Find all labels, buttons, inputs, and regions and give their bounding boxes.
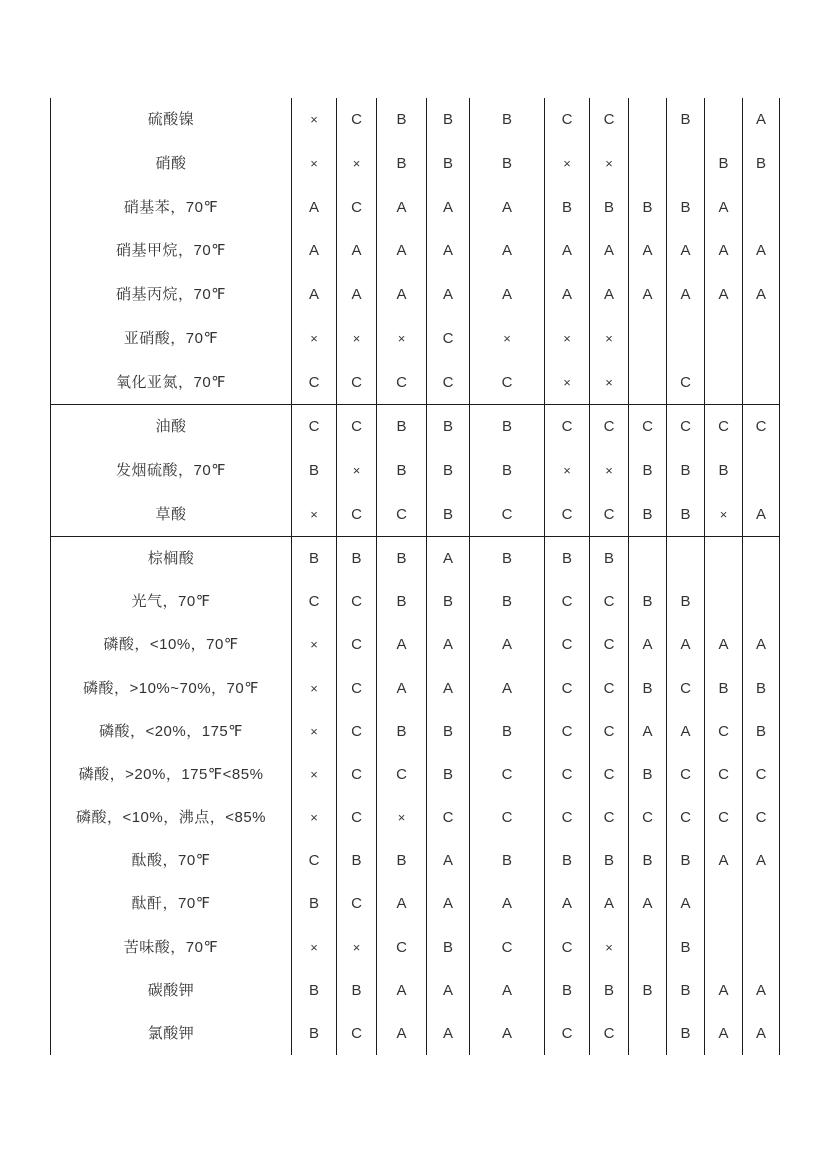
compat-rating-cell [705,98,743,142]
compat-rating-cell: B [590,839,629,882]
compat-rating-cell: C [337,360,377,404]
compat-rating-cell [743,449,780,493]
compat-rating-cell: A [545,273,590,317]
table-row [50,926,780,969]
chemical-name: 草酸 [50,492,292,536]
compat-rating-cell: A [667,623,705,666]
compat-rating-cell: A [590,273,629,317]
compat-rating-cell: B [629,753,667,796]
compat-rating-cell [705,537,743,580]
table-row [50,98,780,142]
compat-rating-cell: B [743,710,780,753]
compat-rating-cell: B [292,969,337,1012]
compat-rating-cell: A [377,229,427,273]
table-section-3 [50,536,780,1055]
compat-rating-cell: × [337,449,377,493]
compat-rating-cell [629,926,667,969]
compat-rating-cell: A [629,710,667,753]
table-row [50,753,780,796]
compat-rating-cell: A [470,969,545,1012]
compat-rating-cell: C [667,667,705,710]
chemical-name: 磷酸，>10%~70%，70℉ [50,667,292,710]
compat-rating-cell: C [337,796,377,839]
compat-rating-cell: B [470,449,545,493]
compat-rating-cell: A [427,185,470,229]
compat-rating-cell: C [545,753,590,796]
compat-rating-cell: B [590,537,629,580]
compat-rating-cell [629,360,667,404]
compat-rating-cell: C [337,405,377,449]
compat-rating-cell: B [427,449,470,493]
compat-rating-cell: C [427,360,470,404]
compat-rating-cell: B [629,839,667,882]
compat-rating-cell: C [705,796,743,839]
compat-rating-cell: B [705,142,743,186]
table-row [50,449,780,493]
compat-rating-cell: B [667,839,705,882]
compat-rating-cell: C [705,710,743,753]
compat-rating-cell: B [427,926,470,969]
compat-rating-cell: × [292,667,337,710]
compat-rating-cell: B [377,449,427,493]
table-section-2 [50,404,780,536]
compat-rating-cell: C [292,839,337,882]
compat-rating-cell: B [545,185,590,229]
compat-rating-cell: C [590,580,629,623]
compat-rating-cell [743,537,780,580]
table-row [50,839,780,882]
chemical-name: 硫酸镍 [50,98,292,142]
compat-rating-cell: B [377,710,427,753]
chemical-name: 光气，70℉ [50,580,292,623]
compat-rating-cell: B [590,969,629,1012]
compat-rating-cell [705,926,743,969]
compat-rating-cell: A [743,1012,780,1055]
compat-rating-cell: × [292,142,337,186]
compat-rating-cell: A [427,839,470,882]
compat-rating-cell: A [377,667,427,710]
compat-rating-cell: A [705,839,743,882]
compat-rating-cell: B [629,580,667,623]
compat-rating-cell: C [545,98,590,142]
compat-rating-cell: C [337,98,377,142]
compat-rating-cell: B [427,142,470,186]
compat-rating-cell: × [337,142,377,186]
compat-rating-cell: × [705,492,743,536]
compat-rating-cell [743,360,780,404]
compat-rating-cell: C [590,98,629,142]
compat-rating-cell: B [629,492,667,536]
compat-rating-cell: B [427,580,470,623]
compat-rating-cell: A [470,1012,545,1055]
compat-rating-cell: × [292,492,337,536]
compat-rating-cell: × [292,710,337,753]
compat-rating-cell: B [629,969,667,1012]
compat-rating-cell: A [629,229,667,273]
compat-rating-cell: C [667,360,705,404]
chemical-name: 发烟硫酸，70℉ [50,449,292,493]
compat-rating-cell: C [545,405,590,449]
compat-rating-cell: × [545,449,590,493]
compat-rating-cell: B [470,537,545,580]
compat-rating-cell: A [377,185,427,229]
compat-rating-cell: B [667,492,705,536]
compat-rating-cell: × [292,623,337,666]
compat-rating-cell: B [545,969,590,1012]
compat-rating-cell [743,882,780,925]
compat-rating-cell: C [427,317,470,361]
compat-rating-cell: B [705,667,743,710]
compat-rating-cell: C [470,796,545,839]
compat-rating-cell: B [427,710,470,753]
compat-rating-cell: A [427,1012,470,1055]
compat-rating-cell [743,317,780,361]
compat-rating-cell: B [292,449,337,493]
compat-rating-cell: × [337,926,377,969]
compat-rating-cell: B [337,537,377,580]
compat-rating-cell: B [470,839,545,882]
compat-rating-cell: A [629,273,667,317]
chemical-name: 氧化亚氮，70℉ [50,360,292,404]
compat-rating-cell: × [337,317,377,361]
compat-rating-cell: B [337,969,377,1012]
compat-rating-cell: A [470,667,545,710]
compat-rating-cell: B [705,449,743,493]
chemical-name: 磷酸，>20%，175℉<85% [50,753,292,796]
compat-rating-cell: C [590,667,629,710]
compat-rating-cell [667,317,705,361]
compat-rating-cell: A [377,273,427,317]
compat-rating-cell: A [705,1012,743,1055]
compat-rating-cell: B [667,98,705,142]
compat-rating-cell: × [545,360,590,404]
compat-rating-cell: C [470,926,545,969]
table-row [50,882,780,925]
table-row [50,185,780,229]
compat-rating-cell: B [743,667,780,710]
compat-rating-cell: × [292,98,337,142]
compat-rating-cell: C [377,753,427,796]
compat-rating-cell [743,185,780,229]
compat-rating-cell: A [337,273,377,317]
compat-rating-cell: B [292,1012,337,1055]
compat-rating-cell [629,1012,667,1055]
compat-rating-cell: C [705,405,743,449]
compat-rating-cell: C [667,405,705,449]
compat-rating-cell: A [705,273,743,317]
compat-rating-cell: B [427,492,470,536]
compat-rating-cell: B [545,839,590,882]
compat-rating-cell: C [629,796,667,839]
compat-rating-cell: A [427,229,470,273]
compat-rating-cell: C [337,710,377,753]
table-row [50,796,780,839]
compat-rating-cell: A [292,273,337,317]
compat-rating-cell: B [470,580,545,623]
compat-rating-cell: C [292,360,337,404]
chemical-name: 氯酸钾 [50,1012,292,1055]
compat-rating-cell: B [377,98,427,142]
compat-rating-cell: C [590,1012,629,1055]
chemical-name: 油酸 [50,405,292,449]
compat-rating-cell: A [667,273,705,317]
compat-rating-cell: A [667,710,705,753]
compat-rating-cell: C [337,492,377,536]
compat-rating-cell: C [629,405,667,449]
compat-rating-cell: C [705,753,743,796]
compat-rating-cell: B [667,580,705,623]
compat-rating-cell: C [337,882,377,925]
compat-rating-cell: A [545,882,590,925]
compat-rating-cell: × [292,796,337,839]
compat-rating-cell: B [667,185,705,229]
compat-rating-cell: C [545,1012,590,1055]
compat-rating-cell [667,142,705,186]
compat-rating-cell: C [337,1012,377,1055]
compat-rating-cell: B [629,449,667,493]
compat-rating-cell: × [377,796,427,839]
compat-rating-cell [629,537,667,580]
compat-rating-cell: A [470,882,545,925]
compat-rating-cell: C [590,753,629,796]
compat-rating-cell: × [590,360,629,404]
compat-rating-cell: × [590,449,629,493]
compat-rating-cell [667,537,705,580]
compat-rating-cell [705,882,743,925]
table-section-1 [50,98,780,404]
compat-rating-cell: C [590,796,629,839]
compat-rating-cell: A [743,969,780,1012]
compat-rating-cell: × [590,926,629,969]
compat-rating-cell: B [629,185,667,229]
compat-rating-cell: A [377,623,427,666]
compat-rating-cell: B [743,142,780,186]
compat-rating-cell: A [377,1012,427,1055]
chemical-name: 酞酸，70℉ [50,839,292,882]
compat-rating-cell: B [667,926,705,969]
compat-rating-cell: × [292,317,337,361]
compat-rating-cell: A [470,229,545,273]
table-row [50,405,780,449]
compat-rating-cell [629,98,667,142]
compat-rating-cell: A [427,882,470,925]
compat-rating-cell: B [377,537,427,580]
compat-rating-cell: C [545,710,590,753]
compat-rating-cell [743,926,780,969]
compat-rating-cell: C [590,492,629,536]
compat-rating-cell: A [427,667,470,710]
compat-rating-cell: C [337,753,377,796]
chemical-name: 碳酸钾 [50,969,292,1012]
compat-rating-cell: A [743,492,780,536]
compat-rating-cell [705,317,743,361]
table-row [50,623,780,666]
compat-rating-cell: A [705,969,743,1012]
compat-rating-cell: B [292,882,337,925]
table-row [50,710,780,753]
compat-rating-cell: A [337,229,377,273]
chemical-name: 磷酸，<10%，70℉ [50,623,292,666]
compat-rating-cell: A [427,537,470,580]
compat-rating-cell: B [667,449,705,493]
compat-rating-cell: A [470,185,545,229]
chemical-name: 硝基丙烷，70℉ [50,273,292,317]
table-row [50,1012,780,1055]
compat-rating-cell: C [377,492,427,536]
compat-rating-cell: C [292,580,337,623]
compat-rating-cell: C [470,360,545,404]
compat-rating-cell: C [545,580,590,623]
table-row [50,667,780,710]
compat-rating-cell: C [590,405,629,449]
compat-rating-cell: C [377,926,427,969]
compat-rating-cell: C [667,796,705,839]
compat-rating-cell: B [590,185,629,229]
compat-rating-cell: A [705,623,743,666]
compat-rating-cell: B [667,1012,705,1055]
chemical-name: 亚硝酸，70℉ [50,317,292,361]
compat-rating-cell: B [292,537,337,580]
compat-rating-cell: A [470,623,545,666]
compat-rating-cell: × [590,317,629,361]
compat-rating-cell: A [590,229,629,273]
compat-rating-cell: C [292,405,337,449]
compat-rating-cell: B [629,667,667,710]
table-row [50,317,780,361]
compat-rating-cell: × [292,753,337,796]
compat-rating-cell: × [377,317,427,361]
compat-rating-cell: C [545,926,590,969]
compat-rating-cell: C [743,753,780,796]
chemical-name: 苦味酸，70℉ [50,926,292,969]
compat-rating-cell [629,317,667,361]
compat-rating-cell: C [590,710,629,753]
compat-rating-cell: C [470,492,545,536]
compat-rating-cell: A [427,273,470,317]
compat-rating-cell: B [377,405,427,449]
compat-rating-cell [705,580,743,623]
table-row [50,142,780,186]
compat-rating-cell: C [545,492,590,536]
chemical-name: 磷酸，<20%，175℉ [50,710,292,753]
compat-rating-cell: A [705,229,743,273]
compat-rating-cell: × [292,926,337,969]
compat-rating-cell: A [377,969,427,1012]
compat-rating-cell: C [545,796,590,839]
compat-rating-cell: A [292,229,337,273]
compat-rating-cell: A [545,229,590,273]
compat-rating-cell: B [377,580,427,623]
chemical-name: 酞酐，70℉ [50,882,292,925]
compat-rating-cell: × [545,142,590,186]
chemical-name: 棕榈酸 [50,537,292,580]
chemical-name: 硝基苯，70℉ [50,185,292,229]
compat-rating-cell: C [377,360,427,404]
chemical-compatibility-table [50,98,780,1055]
compat-rating-cell: B [667,969,705,1012]
table-row [50,360,780,404]
compat-rating-cell: B [377,839,427,882]
compat-rating-cell: C [337,185,377,229]
chemical-name: 磷酸，<10%，沸点，<85% [50,796,292,839]
compat-rating-cell: C [470,753,545,796]
compat-rating-cell: B [470,142,545,186]
compat-rating-cell: B [470,98,545,142]
compat-rating-cell: C [545,623,590,666]
compat-rating-cell: A [590,882,629,925]
compat-rating-cell: B [470,405,545,449]
compat-rating-cell: A [427,969,470,1012]
compat-rating-cell: A [667,229,705,273]
table-row [50,969,780,1012]
compat-rating-cell: C [545,667,590,710]
compat-rating-cell: C [337,667,377,710]
compat-rating-cell: A [629,882,667,925]
compat-rating-cell: C [743,405,780,449]
compat-rating-cell [705,360,743,404]
compat-rating-cell: C [590,623,629,666]
compat-rating-cell: C [427,796,470,839]
compat-rating-cell: B [427,405,470,449]
compat-rating-cell: A [743,623,780,666]
compat-rating-cell: A [292,185,337,229]
table-row [50,537,780,580]
compat-rating-cell: × [590,142,629,186]
compat-rating-cell: C [337,580,377,623]
table-row [50,580,780,623]
compat-rating-cell: A [743,839,780,882]
compat-rating-cell [629,142,667,186]
table-row [50,273,780,317]
compat-rating-cell: B [470,710,545,753]
compat-rating-cell: × [545,317,590,361]
compat-rating-cell: A [743,273,780,317]
compat-rating-cell: C [667,753,705,796]
compat-rating-cell: C [337,623,377,666]
compat-rating-cell: A [629,623,667,666]
compat-rating-cell: C [743,796,780,839]
compat-rating-cell: A [377,882,427,925]
compat-rating-cell: B [377,142,427,186]
compat-rating-cell: B [337,839,377,882]
chemical-name: 硝基甲烷，70℉ [50,229,292,273]
table-row [50,229,780,273]
compat-rating-cell: B [427,98,470,142]
compat-rating-cell: A [743,229,780,273]
table-row [50,492,780,536]
compat-rating-cell: × [470,317,545,361]
compat-rating-cell: B [427,753,470,796]
compat-rating-cell [743,580,780,623]
compat-rating-cell: A [470,273,545,317]
chemical-name: 硝酸 [50,142,292,186]
compat-rating-cell: A [427,623,470,666]
compat-rating-cell: A [667,882,705,925]
compat-rating-cell: A [743,98,780,142]
compat-rating-cell: B [545,537,590,580]
compat-rating-cell: A [705,185,743,229]
